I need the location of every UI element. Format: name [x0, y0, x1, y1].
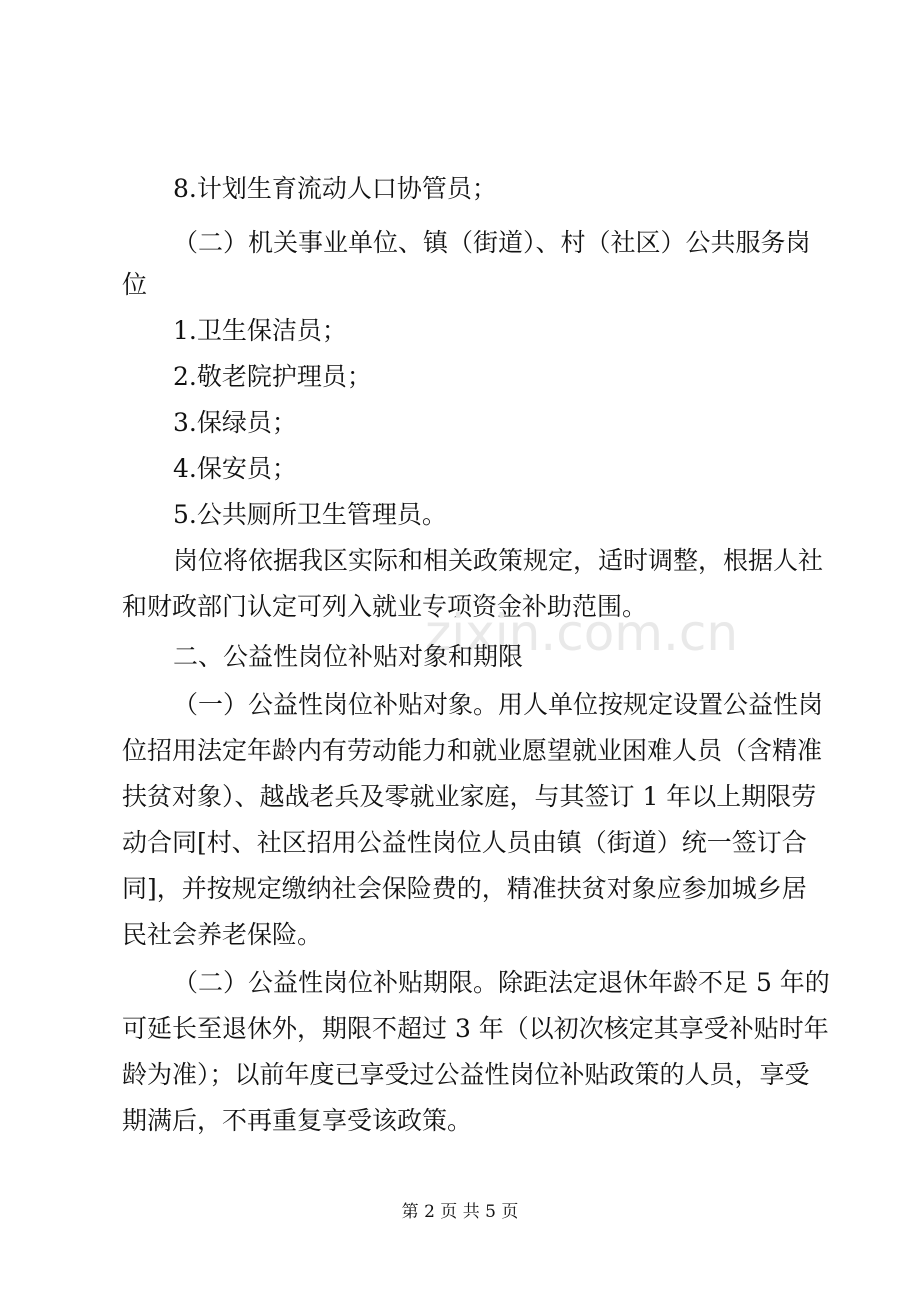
- line-text: 3.保绿员；: [173, 408, 297, 437]
- text-line: [0, 958, 920, 1008]
- line-text: 民社会养老保险。: [122, 920, 323, 949]
- line-text: 5.公共厕所卫生管理员。: [173, 500, 447, 529]
- text-line: [0, 490, 920, 540]
- text-line: [0, 772, 920, 822]
- line-text: 位招用法定年龄内有劳动能力和就业愿望就业困难人员（含精准: [122, 736, 823, 765]
- text-line: [0, 1004, 920, 1054]
- line-text: 二、公益性岗位补贴对象和期限: [173, 642, 524, 671]
- watermark: zixin.com.cn: [425, 604, 739, 662]
- text-line: [0, 726, 920, 776]
- line-text: 1.卫生保洁员；: [173, 316, 347, 345]
- page-number-footer: 第 2 页 共 5 页: [401, 1202, 519, 1222]
- line-text: 动合同[村、社区招用公益性岗位人员由镇（街道）统一签订合: [122, 828, 807, 857]
- text-line: [0, 398, 920, 448]
- line-text: 2.敬老院护理员；: [173, 362, 372, 391]
- text-line: [0, 164, 920, 214]
- line-text: 4.保安员；: [173, 454, 297, 483]
- line-text: 期满后，不再重复享受该政策。: [122, 1106, 473, 1135]
- text-line: [0, 680, 920, 730]
- line-text: 和财政部门认定可列入就业专项资金补助范围。: [122, 592, 648, 621]
- line-text: （二）公益性岗位补贴期限。除距法定退休年龄不足 5 年的: [173, 968, 830, 997]
- line-text: （二）机关事业单位、镇（街道）、村（社区）公共服务岗: [173, 228, 811, 257]
- text-line: [0, 818, 920, 868]
- line-text: 扶贫对象）、越战老兵及零就业家庭，与其签订 1 年以上期限劳: [122, 782, 817, 811]
- line-text: （一）公益性岗位补贴对象。用人单位按规定设置公益性岗: [173, 690, 824, 719]
- line-text: 位: [122, 270, 148, 299]
- text-line: [0, 910, 920, 960]
- line-text: 岗位将依据我区实际和相关政策规定，适时调整，根据人社: [173, 546, 824, 575]
- text-line: [0, 1050, 920, 1100]
- text-line: [0, 444, 920, 494]
- text-line: [0, 632, 920, 682]
- line-text: 可延长至退休外，期限不超过 3 年（以初次核定其享受补贴时年: [122, 1014, 829, 1043]
- text-line: [0, 260, 920, 310]
- line-text: 同]，并按规定缴纳社会保险费的，精准扶贫对象应参加城乡居: [122, 874, 807, 903]
- text-line: [0, 306, 920, 356]
- line-text: 龄为准）；以前年度已享受过公益性岗位补贴政策的人员，享受: [122, 1060, 810, 1089]
- text-line: [0, 1096, 920, 1146]
- line-text: 8.计划生育流动人口协管员；: [173, 174, 497, 203]
- text-line: [0, 864, 920, 914]
- text-line: [0, 352, 920, 402]
- text-line: [0, 536, 920, 586]
